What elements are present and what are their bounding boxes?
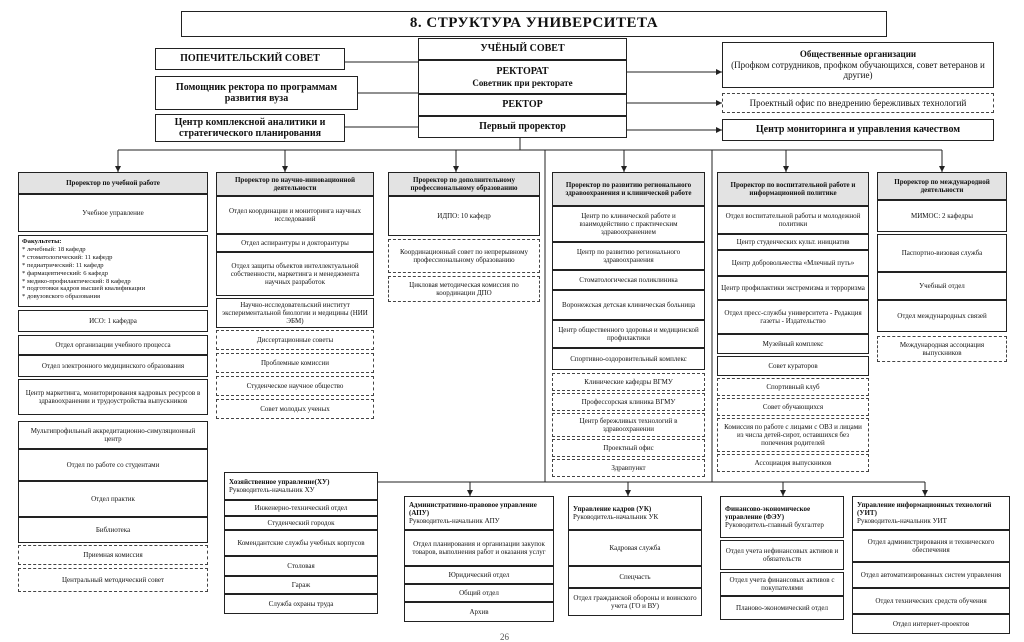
academic-council (418, 38, 627, 60)
list-item-label: Совет обучающихся (762, 402, 824, 411)
list-item (404, 602, 554, 622)
it-management-head: Управление информационных технологий (УИТ) (857, 500, 992, 517)
list-item (877, 272, 1007, 300)
list-item-label: Проблемные комиссии (260, 358, 330, 367)
list-item (224, 576, 378, 594)
quality-monitoring-center-label: Центр мониторинга и управления качеством (755, 124, 961, 136)
analytics-center (155, 114, 345, 142)
list-item (717, 334, 869, 354)
list-item (552, 459, 705, 477)
list-item (717, 276, 869, 300)
rectorate-sub: Советник при ректорате (472, 77, 573, 88)
rector-assistant (155, 76, 358, 110)
list-item (552, 413, 705, 437)
list-item (404, 530, 554, 566)
list-item (720, 540, 844, 570)
rector-assistant-label: Помощник ректора по программам развития вуза (175, 81, 338, 104)
list-item-label: Комендантские службы учебных корпусов (237, 538, 365, 547)
list-item (568, 530, 702, 566)
list-item (552, 373, 705, 391)
list-item-label: Отдел интернет-проектов (892, 619, 970, 628)
list-item (404, 584, 554, 602)
list-item-label: Совет молодых ученых (260, 404, 330, 413)
list-item-label: Спортивно-оздоровительный комплекс (570, 354, 687, 363)
list-item (720, 572, 844, 596)
page-title-text: 8. СТРУКТУРА УНИВЕРСИТЕТА (409, 15, 659, 32)
list-item-label: Координационный совет по непрерывному профессиональному образованию (399, 247, 529, 264)
list-item-label: Отдел учета нефинансовых активов и обязательств (725, 546, 839, 563)
list-item-label: Отдел учета финансовых активов с покупателями (729, 575, 835, 592)
list-item (877, 336, 1007, 362)
economic-management-sub: Руководитель-начальник ХУ (229, 486, 315, 494)
list-item-label: Центр общественного здоровья и медицинской профилактики (558, 325, 699, 342)
list-item (552, 290, 705, 320)
it-management-sub: Руководитель-начальник УИТ (857, 517, 947, 526)
list-item-label: Общий отдел (459, 588, 499, 597)
list-item-label: Отдел технических средств обучения (875, 596, 987, 605)
list-item (552, 270, 705, 290)
list-item (552, 439, 705, 457)
list-item-label: Инженерно-технический отдел (254, 503, 348, 512)
list-item (216, 353, 374, 373)
list-item (852, 530, 1010, 562)
faculty-item: * фармацевтический: 6 кафедр (22, 269, 109, 277)
list-item-label: Столовая (287, 561, 315, 570)
admin-legal-management-head: Административно-правовое управление (АПУ) (409, 500, 537, 517)
list-item-label: Учебное управление (82, 208, 144, 217)
faculties-title: Факультеты: (22, 238, 62, 245)
list-item (18, 517, 208, 543)
list-item-label: Центр студенческих культ. инициатив (736, 237, 850, 246)
list-item (216, 399, 374, 419)
list-item (224, 594, 378, 614)
list-item (388, 276, 540, 302)
list-item-label: Диссертационные советы (256, 335, 334, 344)
list-item (18, 194, 208, 232)
list-item-label: Отдел практик (91, 494, 135, 503)
prorector-dpo (388, 172, 540, 196)
list-item (18, 568, 208, 592)
list-item (552, 320, 705, 348)
list-item (717, 398, 869, 416)
list-item-label: Юридический отдел (448, 570, 510, 579)
list-item (388, 196, 540, 236)
list-item (224, 500, 378, 516)
list-item-label: Студенческое научное общество (246, 381, 344, 390)
list-item-label: Учебный отдел (919, 281, 965, 290)
list-item (216, 234, 374, 252)
list-item-label: Отдел электронного медицинского образования (41, 361, 185, 370)
list-item-label: Планово-экономический отдел (736, 603, 828, 612)
list-item (877, 234, 1007, 272)
list-item-label: Научно-исследовательский институт экспериментальной биологии и медицины (НИИ ЭБМ) (222, 300, 368, 326)
list-item-label: Центр добровольчества «Млечный путь» (731, 258, 855, 267)
list-item (877, 300, 1007, 332)
prorector-education (717, 172, 869, 206)
faculty-item: * стоматологический: 11 кафедр (22, 253, 113, 261)
list-item-label: Отдел по работе со студентами (66, 460, 160, 469)
rectorate-label: РЕКТОРАТ (496, 66, 549, 78)
list-item (404, 566, 554, 584)
quality-monitoring-center (722, 119, 994, 141)
list-item (18, 379, 208, 415)
list-item (18, 545, 208, 565)
list-item (216, 252, 374, 296)
list-item-label: Музейный комплекс (762, 339, 824, 348)
list-item-label: Отдел пресс-службы университета - Редакция газеты - Издательство (724, 308, 862, 325)
list-item-label: Студенческий городок (267, 518, 335, 527)
list-item (717, 356, 869, 376)
list-item-label: Международная ассоциация выпускников (899, 340, 985, 357)
list-item-label: Отдел организации учебного процесса (55, 340, 171, 349)
list-item (717, 250, 869, 276)
list-item-label: Отдел защиты объектов интеллектуальной собственности, маркетинга и менеджмента научных разработок (230, 261, 360, 287)
list-item-label: Центр бережливых технологий в здравоохранении (579, 416, 678, 433)
faculty-item: * подготовки кадров высшей квалификации (22, 285, 146, 293)
list-item (717, 378, 869, 396)
faculties-list (18, 235, 208, 307)
faculty-item: * медико-профилактический: 8 кафедр (22, 277, 131, 285)
prorector-academic (18, 172, 208, 194)
list-item-label: Отдел международных связей (897, 311, 987, 320)
list-item-label: Архив (469, 607, 489, 616)
list-item (877, 200, 1007, 232)
analytics-center-label: Центр комплексной аналитики и стратегического планирования (174, 116, 326, 139)
list-item (216, 196, 374, 234)
list-item-label: Спецчасть (619, 572, 651, 581)
finance-management-sub: Руководитель-главный бухгалтер (725, 521, 824, 530)
list-item (224, 530, 378, 556)
list-item-label: Совет кураторов (768, 361, 818, 370)
list-item-label: Стоматологическая поликлиника (579, 275, 678, 284)
it-management (852, 496, 1010, 530)
prorector-clinical-label: Проректор по развитию регионального здравоохранения и клинической работе (565, 180, 692, 197)
admin-legal-management-sub: Руководитель-начальник АПУ (409, 517, 500, 526)
list-item-label: Центр по клинической работе и взаимодействию с практическим здравоохранением (579, 211, 678, 237)
list-item (224, 516, 378, 530)
list-item-label: Отдел планирования и организации закупок товаров, выполнения работ и оказания услуг (412, 539, 546, 556)
list-item (216, 298, 374, 328)
public-organizations-sub: (Профком сотрудников, профком обучающихся, совет ветеранов и другие) (731, 59, 985, 81)
list-item-label: Отдел гражданской обороны и воинского учета (ГО и ВУ) (573, 593, 697, 610)
prorector-dpo-label: Проректор по дополнительному профессиональному образованию (410, 175, 518, 192)
prorector-science-label: Проректор по научно-инновационной деятельности (234, 175, 355, 192)
list-item (852, 588, 1010, 614)
list-item (552, 393, 705, 411)
list-item-label: Воронежская детская клиническая больница (562, 300, 695, 309)
academic-council-label: УЧЁНЫЙ СОВЕТ (480, 43, 565, 55)
list-item (852, 562, 1010, 588)
hr-management-head: Управление кадров (УК) (573, 504, 652, 513)
admin-legal-management (404, 496, 554, 530)
list-item-label: Спортивный клуб (766, 382, 820, 391)
list-item (568, 588, 702, 616)
prorector-education-label: Проректор по воспитательной работе и информационной политике (730, 180, 856, 197)
list-item (568, 566, 702, 588)
list-item (717, 206, 869, 234)
list-item-label: Центр профилактики экстремизма и терроризма (721, 283, 865, 292)
list-item (717, 454, 869, 472)
list-item (18, 335, 208, 355)
list-item-label: Отдел автоматизированных систем управления (860, 570, 1002, 579)
list-item-label: МИМОС: 2 кафедры (911, 211, 973, 220)
prorector-science (216, 172, 374, 196)
list-item (224, 556, 378, 576)
list-item-label: Цикловая методическая комиссия по координации ДПО (409, 280, 519, 297)
list-item-label: Отдел координации и мониторинга научных исследований (228, 206, 362, 223)
list-item-label: Центр маркетинга, мониторирования кадровых ресурсов в здравоохранении и трудоустройства выпускников (25, 388, 201, 405)
rector-label: РЕКТОР (502, 99, 543, 111)
list-item (18, 310, 208, 332)
faculty-item: * педиатрический: 11 кафедр (22, 261, 104, 269)
prorector-international-label: Проректор по международной деятельности (894, 177, 990, 194)
rector (418, 94, 627, 116)
rectorate (418, 60, 627, 94)
list-item-label: Гараж (291, 580, 311, 589)
list-item (216, 330, 374, 350)
list-item-label: Комиссия по работе с лицами с ОВЗ и лицами из числа детей-сирот, оставшихся без попечения родителей (724, 422, 862, 448)
list-item-label: Отдел администрирования и технического обеспечения (867, 537, 995, 554)
list-item (18, 481, 208, 517)
list-item (18, 355, 208, 377)
list-item (18, 421, 208, 449)
lean-project-office-label: Проектный офис по внедрению бережливых технологий (749, 97, 967, 108)
list-item (852, 614, 1010, 634)
economic-management-head: Хозяйственное управление(ХУ) (229, 477, 330, 486)
first-prorector-label: Первый проректор (479, 121, 566, 133)
list-item (552, 206, 705, 242)
list-item-label: Библиотека (95, 525, 131, 534)
list-item-label: Мультипрофильный аккредитационно-симуляционный центр (30, 426, 196, 443)
prorector-academic-label: Проректор по учебной работе (66, 178, 160, 187)
finance-management-head: Финансово-экономическое управление (ФЭУ) (725, 504, 811, 521)
list-item (717, 418, 869, 452)
faculty-item: * довузовского образования (22, 293, 101, 301)
list-item-label: Ассоциация выпускников (754, 458, 832, 467)
list-item (388, 239, 540, 273)
list-item (717, 234, 869, 250)
board-of-trustees (155, 48, 345, 70)
list-item-label: Приемная комиссия (83, 550, 143, 559)
board-of-trustees-label: ПОПЕЧИТЕЛЬСКИЙ СОВЕТ (180, 53, 320, 65)
list-item-label: Паспортно-визовая служба (901, 248, 983, 257)
first-prorector (418, 116, 627, 138)
list-item (18, 449, 208, 481)
list-item-label: Центральный методический совет (61, 575, 165, 584)
list-item-label: Отдел аспирантуры и докторантуры (241, 238, 349, 247)
list-item-label: Здравпункт (611, 463, 646, 472)
page-title (181, 11, 887, 37)
public-organizations-title: Общественные организации (799, 49, 917, 60)
list-item-label: Служба охраны труда (268, 599, 334, 608)
list-item (552, 348, 705, 370)
hr-management (568, 496, 702, 530)
list-item (552, 242, 705, 270)
list-item-label: ИДПО: 10 кафедр (437, 211, 491, 220)
list-item (720, 596, 844, 620)
prorector-international (877, 172, 1007, 200)
list-item (216, 376, 374, 396)
list-item-label: Проектный офис (603, 443, 654, 452)
list-item-label: ИСО: 1 кафедра (89, 316, 137, 325)
list-item-label: Центр по развитию регионального здравоохранения (576, 247, 681, 264)
list-item (717, 300, 869, 334)
faculty-item: * лечебный: 18 кафедр (22, 245, 86, 253)
list-item-label: Профессорская клиника ВГМУ (581, 397, 676, 406)
list-item-label: Кадровая служба (609, 543, 661, 552)
lean-project-office (722, 93, 994, 113)
list-item-label: Клинические кафедры ВГМУ (584, 377, 673, 386)
page-number: 26 (500, 632, 509, 642)
hr-management-sub: Руководитель-начальник УК (573, 513, 659, 521)
public-organizations (722, 42, 994, 88)
finance-management (720, 496, 844, 538)
list-item-label: Отдел воспитательной работы и молодежной политики (725, 211, 861, 228)
prorector-clinical (552, 172, 705, 206)
economic-management (224, 472, 378, 500)
